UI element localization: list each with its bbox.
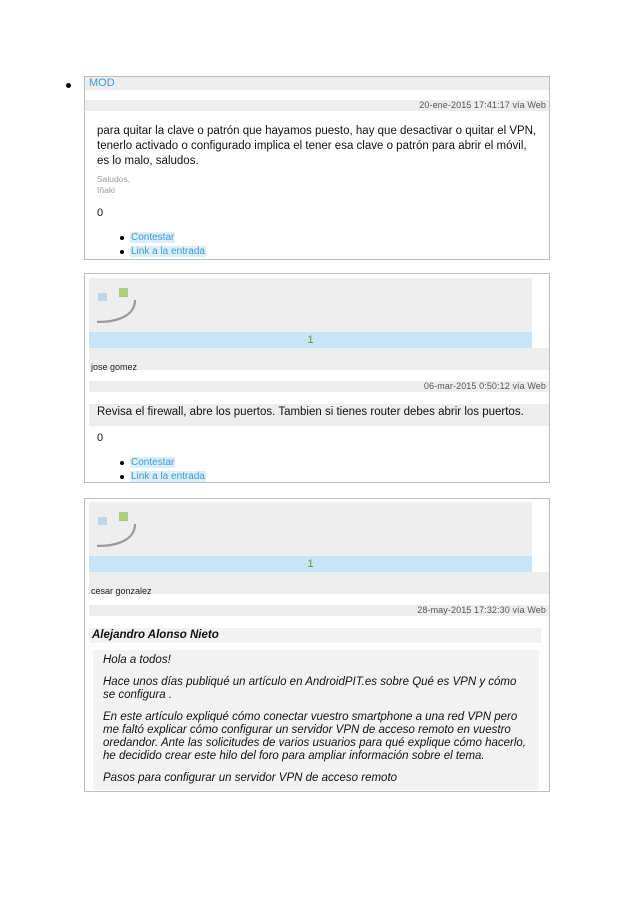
signature-line-1: Saludos, (97, 174, 131, 184)
reply-link[interactable]: Contestar (130, 457, 175, 468)
quote-paragraph: Hola a todos! (103, 654, 171, 666)
list-bullet (120, 461, 124, 465)
rating-badge: 1 (89, 332, 532, 348)
quoted-post (93, 650, 539, 790)
rating-badge: 1 (89, 556, 532, 572)
post-timestamp: 20-ene-2015 17:41:17 vía Web (419, 100, 546, 110)
avatar-icon (95, 508, 145, 552)
signature-line-2: Iñaki (97, 185, 115, 195)
list-bullet (120, 236, 124, 240)
entry-link[interactable]: Link a la entrada (130, 246, 206, 257)
avatar-band (89, 502, 532, 556)
author-link-mod[interactable]: MOD (89, 77, 115, 89)
quote-paragraph: Pasos para configurar un servidor VPN de acceso remoto (103, 772, 398, 784)
author-bar (85, 77, 549, 90)
author-link[interactable]: cesar gonzalez (91, 586, 152, 596)
quote-paragraph: Hace unos días publiqué un artículo en AndroidPIT.es sobre Qué es VPN y cómo se configura . (103, 676, 517, 701)
vote-count: 0 (97, 432, 104, 444)
author-bar (89, 572, 549, 594)
quote-author: Alejandro Alonso Nieto (89, 628, 541, 643)
quote-paragraph: En este artículo expliqué cómo conectar vuestro smartphone a una red VPN pero me faltó explicar cómo configurar un servidor VPN de acceso remoto en vuestro oredandor. Ante las solicitudes de varios usuarios para qué explique cómo hacerlo, he decidido crear este hilo del foro para ampliar información sobre el tema. (103, 711, 526, 762)
reply-link[interactable]: Contestar (130, 232, 175, 243)
post-timestamp: 06-mar-2015 0:50:12 vía Web (423, 381, 546, 391)
post-timestamp: 28-may-2015 17:32:30 vía Web (417, 605, 546, 615)
list-bullet (120, 250, 124, 254)
vote-count: 0 (97, 207, 104, 219)
post-body: para quitar la clave o patrón que hayamos puesto, hay que desactivar o quitar el VPN, tenerlo activado o configurado implica el tener esa clave o patrón para abrir el móvil, es lo malo, saludos. (97, 125, 537, 167)
author-link[interactable]: jose gomez (91, 362, 138, 372)
list-bullet (66, 83, 71, 88)
avatar-band (89, 278, 532, 332)
avatar-icon (95, 284, 145, 328)
list-bullet (120, 475, 124, 479)
author-bar (89, 348, 549, 370)
entry-link[interactable]: Link a la entrada (130, 471, 206, 482)
post-body: Revisa el firewall, abre los puertos. Tambien si tienes router debes abrir los puertos. (97, 406, 524, 418)
